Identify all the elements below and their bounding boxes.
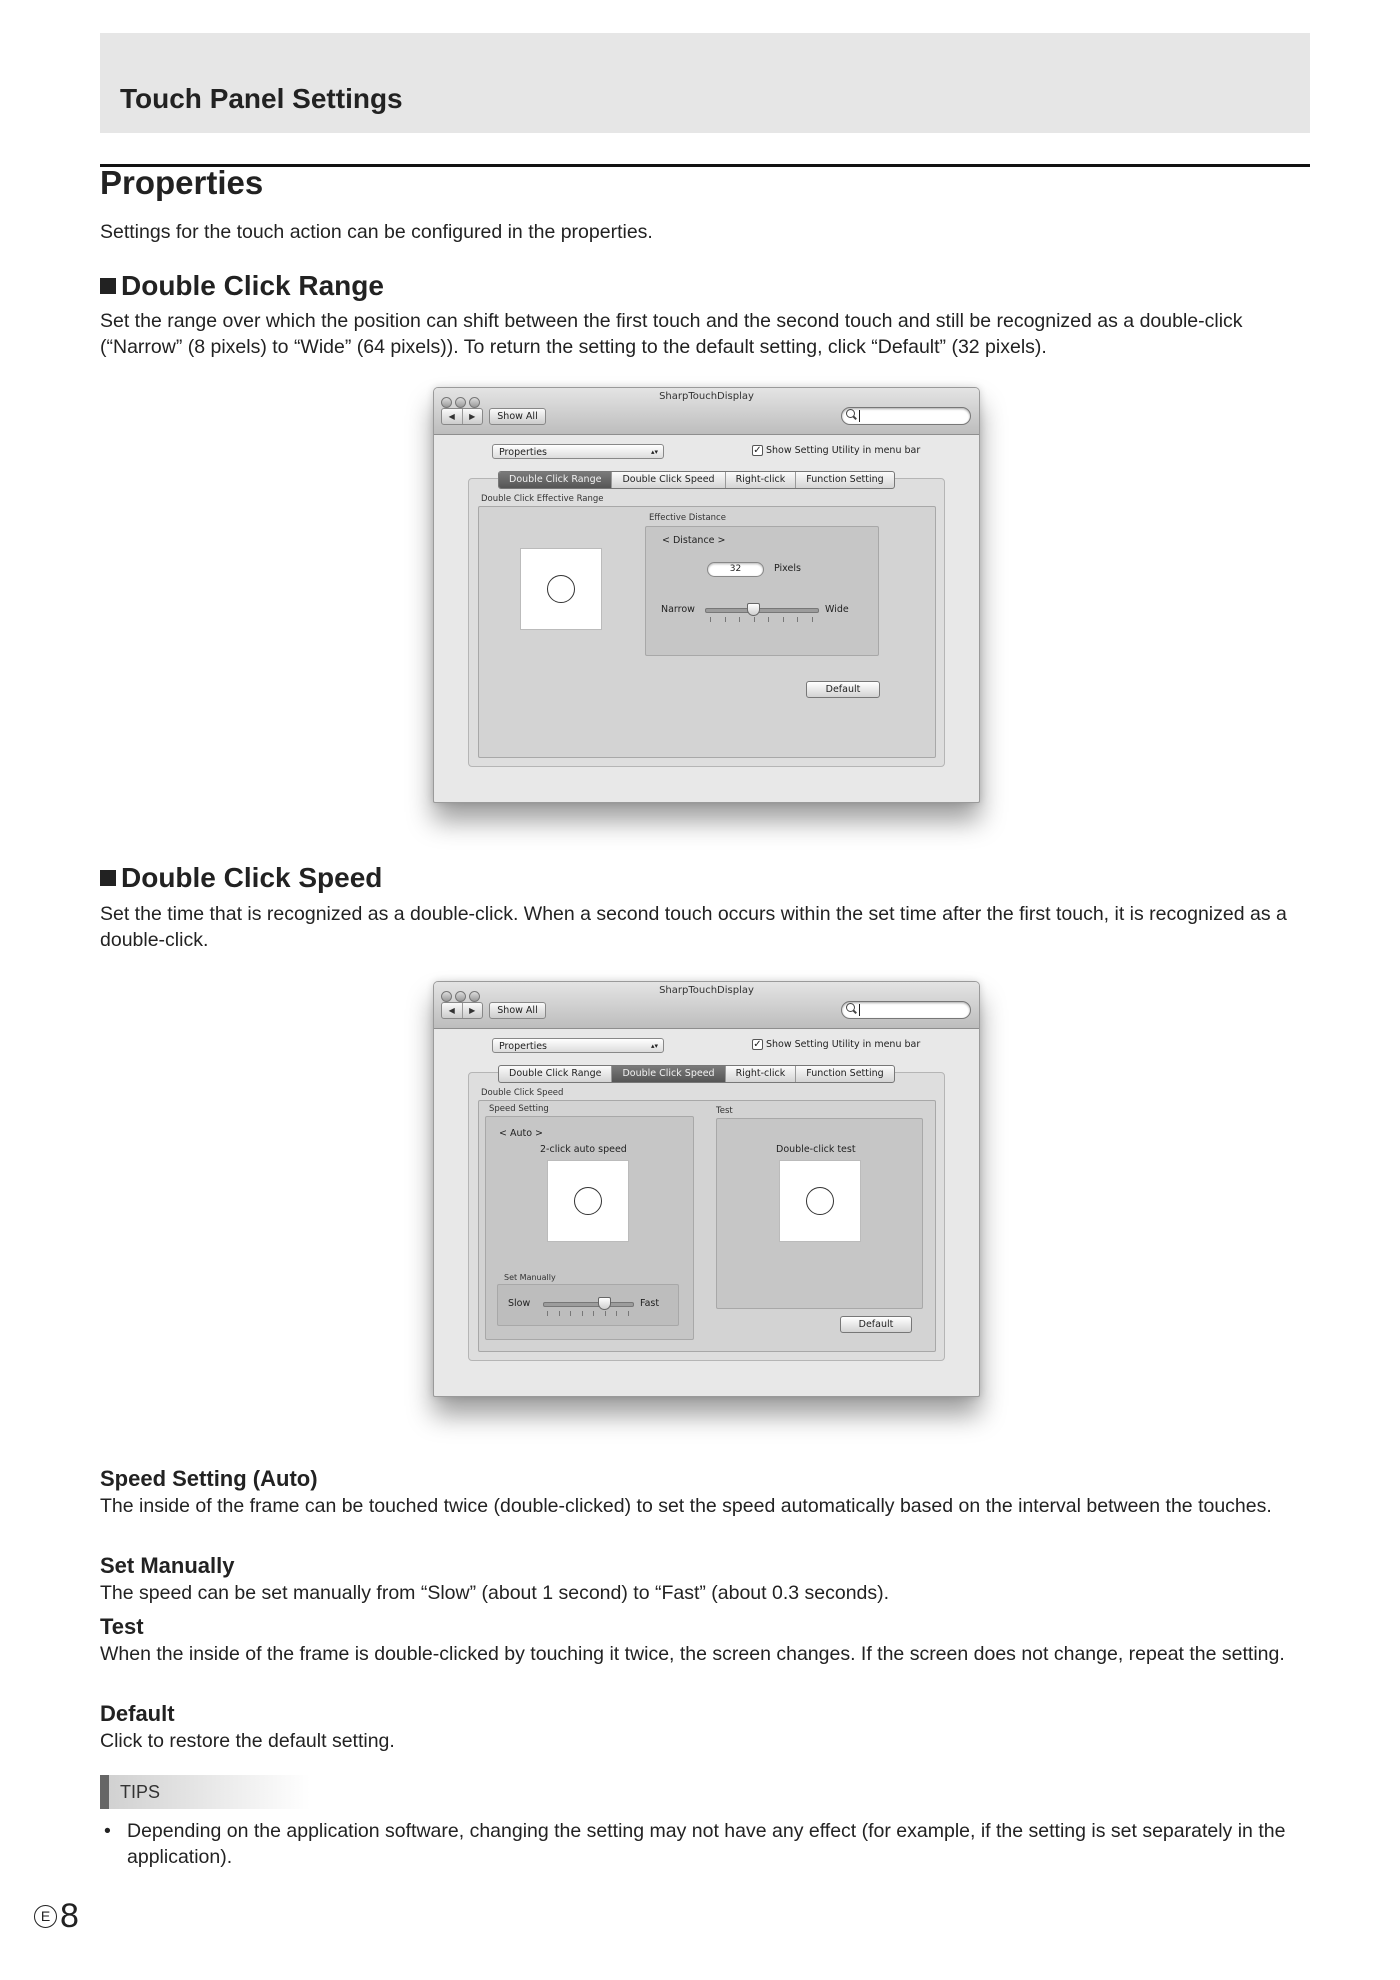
double-click-speed-title: Double Click Speed [121,862,383,893]
tips-banner [100,1775,310,1809]
circle-icon [574,1187,602,1215]
slider-tick [739,617,740,622]
speed-setting-auto-term: Speed Setting (Auto) [100,1466,318,1491]
range-test-frame[interactable] [520,548,602,630]
bullet-icon: • [104,1820,111,1842]
slider-tick [559,1311,560,1316]
checkmark-icon[interactable]: ✓ [753,1039,762,1050]
tips-label: TIPS [120,1782,161,1802]
tab-right-click[interactable]: Right-click [725,1066,796,1082]
popup-arrows-icon: ▴▾ [650,1042,658,1050]
double-click-range-title: Double Click Range [121,270,384,301]
distance-slider-track[interactable] [705,608,819,613]
speed-slider-track[interactable] [543,1302,634,1307]
language-mark: E [34,1905,57,1928]
speed-setting-auto-text: The inside of the frame can be touched twice (double-clicked) to set the speed automatically based on the interval between the touches. [100,1495,1272,1517]
auto-speed-caption: 2-click auto speed [540,1144,627,1155]
square-bullet-icon [100,870,116,886]
test-text: When the inside of the frame is double-clicked by touching it twice, the screen changes. If the screen does not change, repeat the setting. [100,1643,1285,1665]
search-icon [846,1003,855,1012]
default-term: Default [100,1701,175,1726]
popup-value: Properties [499,1041,548,1052]
show-all-button[interactable]: Show All [489,1002,546,1019]
tips-list-item [100,1818,1310,1870]
slider-min-label: Slow [508,1298,531,1309]
text-cursor [859,1004,860,1016]
slider-tick [768,617,769,622]
distance-heading: < Distance > [662,535,726,546]
speed-settings-window [433,981,980,1397]
slider-tick [754,617,755,622]
show-in-menubar-checkbox[interactable] [752,1039,920,1050]
double-click-test-frame[interactable] [779,1160,861,1242]
slider-tick [582,1311,583,1316]
search-input[interactable] [841,407,971,425]
slider-tick [605,1311,606,1316]
popup-arrows-icon: ▴▾ [650,448,658,456]
double-click-speed-body: Set the time that is recognized as a double-click. When a second touch occurs within the set time after the first touch, it is recognized as a double-click. [100,903,1287,951]
distance-slider-thumb[interactable] [747,603,760,616]
back-arrow-icon[interactable]: ◀ [448,1006,455,1015]
slider-max-label: Wide [825,604,849,615]
tab-double-click-speed[interactable]: Double Click Speed [611,1066,724,1082]
effective-distance-label: Effective Distance [649,513,726,523]
nav-buttons[interactable] [441,408,483,425]
speed-slider-thumb[interactable] [598,1297,611,1310]
speed-setting-label: Speed Setting [489,1104,549,1114]
tab-bar [498,471,895,489]
search-input[interactable] [841,1001,971,1019]
tab-double-click-range[interactable]: Double Click Range [509,1068,602,1079]
tips-item-text: Depending on the application software, changing the setting may not have any effect (for example, if the setting is set separately in the application). [127,1820,1286,1868]
show-all-button[interactable]: Show All [489,408,546,425]
slider-min-label: Narrow [661,604,695,615]
window-toolbar [434,982,979,1029]
properties-popup[interactable] [492,444,664,459]
window-toolbar [434,388,979,435]
tab-function-setting[interactable]: Function Setting [795,472,893,488]
search-icon [846,409,855,418]
test-label: Test [716,1106,733,1116]
slider-tick [725,617,726,622]
tab-right-click[interactable]: Right-click [725,472,796,488]
section-header [100,33,1310,133]
distance-value-field[interactable]: 32 [707,562,764,577]
slider-tick [710,617,711,622]
checkbox-label: Show Setting Utility in menu bar [766,1039,921,1050]
properties-intro: Settings for the touch action can be configured in the properties. [100,221,653,243]
circle-icon [806,1187,834,1215]
square-bullet-icon [100,278,116,294]
page-title: Properties [100,164,264,201]
tab-function-setting[interactable]: Function Setting [795,1066,893,1082]
window-title: SharpTouchDisplay [659,391,754,402]
test-term: Test [100,1614,144,1639]
double-click-range-body: Set the range over which the position can shift between the first touch and the second touch and still be recognized as a double-click (“Narrow” (8 pixels) to “Wide” (64 pixels)). To return the setting to the default setting, click “Default” (32 pixels). [100,310,1243,358]
page-number [34,1898,79,1934]
slider-tick [797,617,798,622]
distance-slider-ticks [710,617,812,622]
slider-tick [570,1311,571,1316]
slider-max-label: Fast [640,1298,660,1309]
tab-bar [498,1065,895,1083]
double-click-speed-group-label: Double Click Speed [481,1088,564,1098]
slider-tick [783,617,784,622]
circle-icon [547,575,575,603]
set-manually-label: Set Manually [504,1273,556,1282]
section-title: Touch Panel Settings [120,83,403,114]
page-number-value: 8 [60,1897,79,1935]
auto-speed-frame[interactable] [547,1160,629,1242]
show-in-menubar-checkbox[interactable] [752,445,920,456]
test-caption: Double-click test [776,1144,856,1155]
popup-value: Properties [499,447,548,458]
range-settings-window [433,387,980,803]
heading-rule [100,164,1310,167]
nav-buttons[interactable] [441,1002,483,1019]
slider-tick [547,1311,548,1316]
forward-arrow-icon[interactable]: ▶ [462,1003,483,1018]
checkmark-icon[interactable]: ✓ [753,445,762,456]
double-click-speed-heading [100,862,382,894]
back-arrow-icon[interactable]: ◀ [448,412,455,421]
auto-heading: < Auto > [499,1128,544,1139]
slider-tick [593,1311,594,1316]
text-cursor [859,410,860,422]
forward-arrow-icon[interactable]: ▶ [462,409,483,424]
distance-unit: Pixels [774,563,801,574]
tips-bar [100,1775,109,1809]
slider-tick [616,1311,617,1316]
slider-tick [812,617,813,622]
tab-double-click-speed[interactable]: Double Click Speed [611,472,724,488]
double-click-range-heading [100,270,384,302]
default-button[interactable]: Default [840,1316,912,1333]
window-title: SharpTouchDisplay [659,985,754,996]
effective-range-group-label: Double Click Effective Range [481,494,604,504]
slider-tick [628,1311,629,1316]
set-manually-text: The speed can be set manually from “Slow” (about 1 second) to “Fast” (about 0.3 seconds). [100,1582,890,1604]
checkbox-label: Show Setting Utility in menu bar [766,445,921,456]
tab-double-click-range[interactable]: Double Click Range [499,472,611,488]
properties-popup[interactable] [492,1038,664,1053]
speed-slider-ticks [547,1311,628,1316]
default-button[interactable]: Default [806,681,880,698]
set-manually-term: Set Manually [100,1553,235,1578]
default-text: Click to restore the default setting. [100,1730,395,1752]
